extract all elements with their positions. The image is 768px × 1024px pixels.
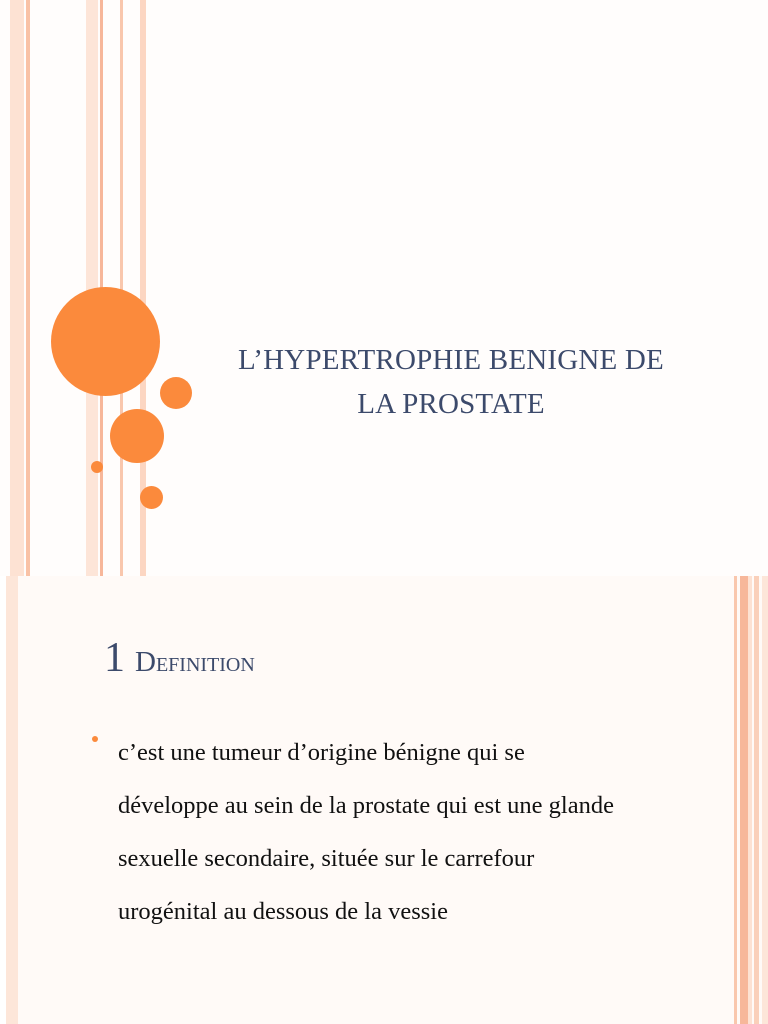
decorative-circle-tiny xyxy=(91,461,103,473)
decorative-stripe xyxy=(6,576,18,1024)
decorative-circle-large xyxy=(51,287,160,396)
list-item xyxy=(92,726,742,938)
decorative-stripe xyxy=(762,576,768,1024)
bullet-line: urogénital au dessous de la vessie xyxy=(118,898,448,925)
section-heading xyxy=(104,634,255,682)
decorative-stripe xyxy=(26,0,30,576)
decorative-circle-small xyxy=(140,486,163,509)
decorative-stripe xyxy=(120,0,123,576)
title-line: L’HYPERTROPHIE BENIGNE DE xyxy=(238,344,664,376)
bullet-text xyxy=(118,726,742,938)
bullet-line: c’est une tumeur d’origine bénigne qui se xyxy=(118,739,525,766)
decorative-stripe xyxy=(754,576,759,1024)
section-number: 1 xyxy=(104,635,125,681)
content-slide xyxy=(0,576,768,1024)
bullet-list xyxy=(92,726,742,938)
decorative-stripe xyxy=(748,576,752,1024)
decorative-circle-small xyxy=(160,377,192,409)
decorative-stripe xyxy=(10,0,24,576)
decorative-circle-medium xyxy=(110,409,164,463)
slide-title xyxy=(196,338,706,426)
title-line: LA PROSTATE xyxy=(357,388,545,420)
section-title: Definition xyxy=(135,646,255,678)
bullet-line: développe au sein de la prostate qui est une glande xyxy=(118,792,614,819)
bullet-line: sexuelle secondaire, située sur le carrefour xyxy=(118,845,535,872)
bullet-icon xyxy=(92,736,98,742)
